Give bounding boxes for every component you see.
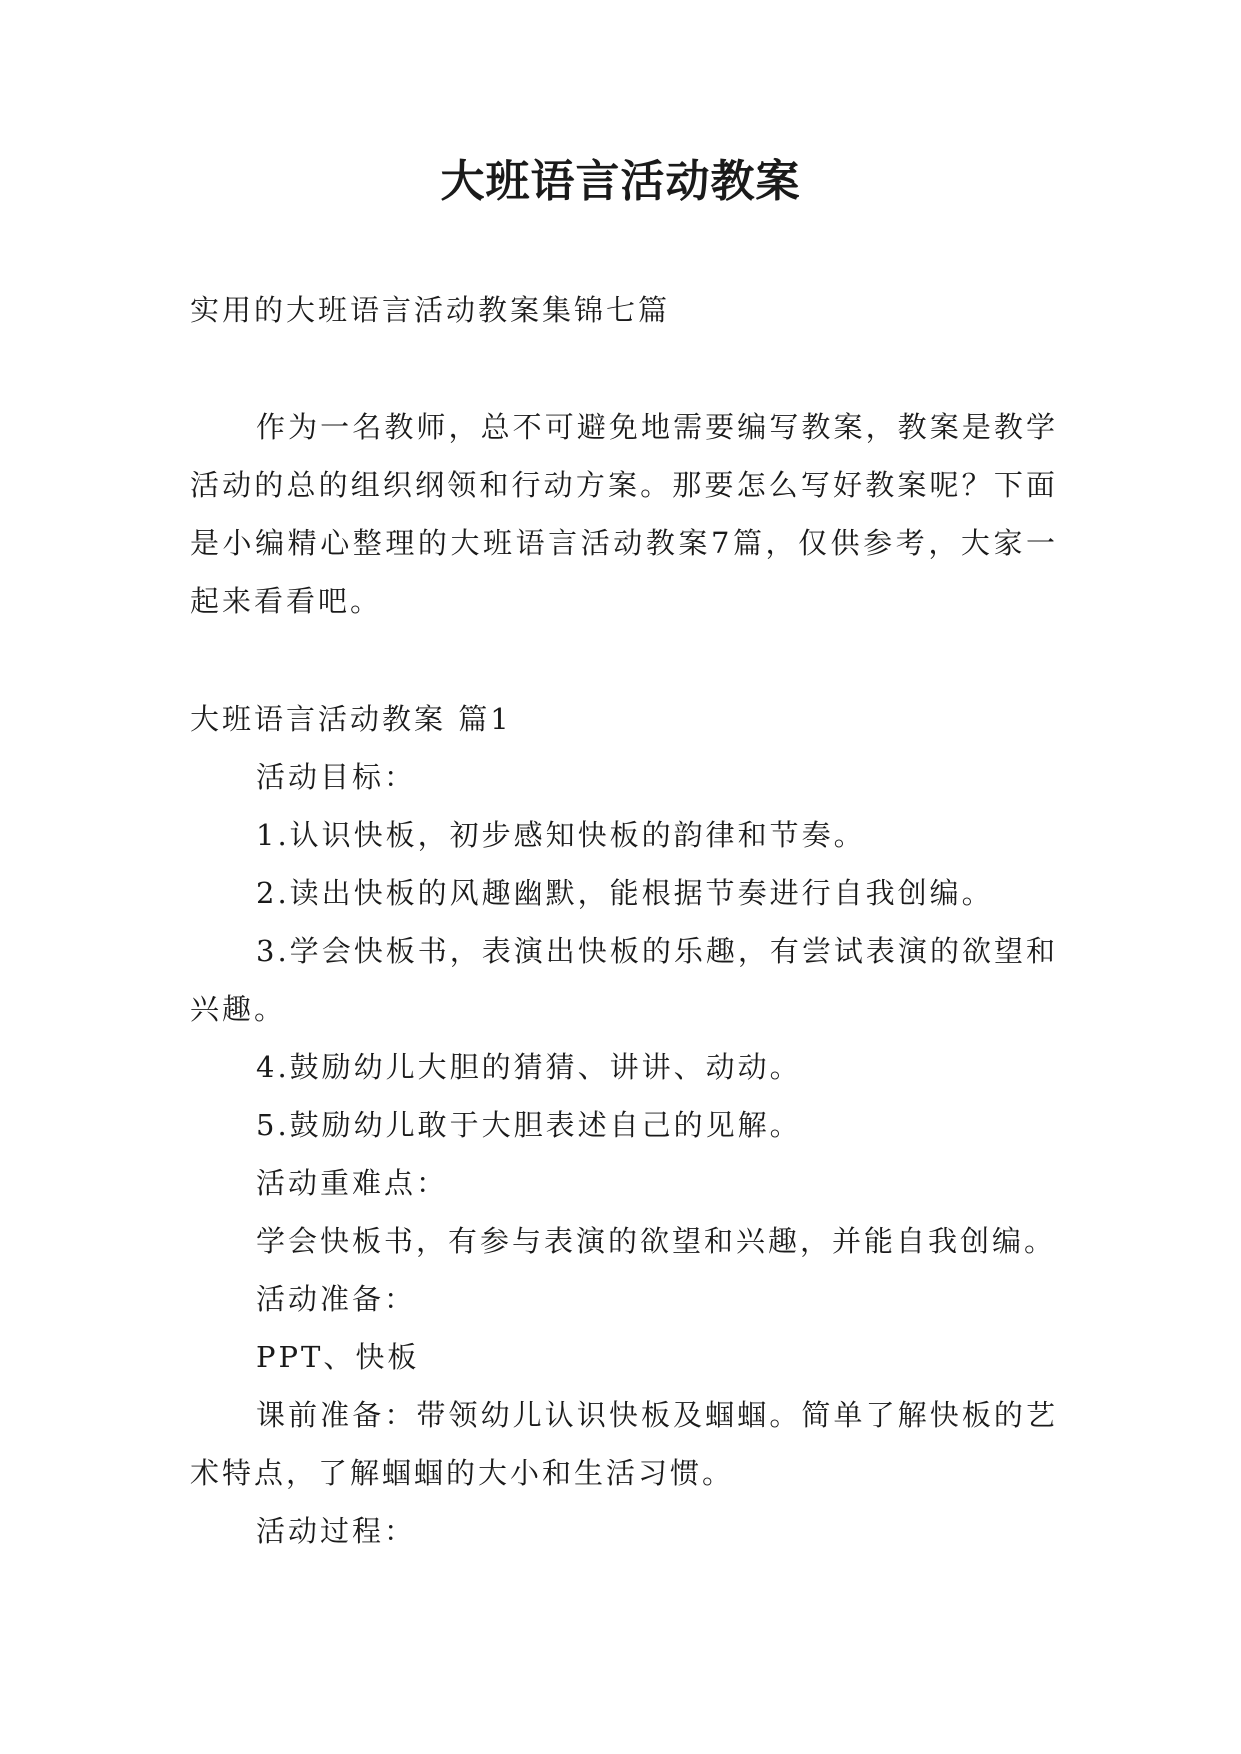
preparation-label: 活动准备：	[256, 1282, 417, 1316]
intro-paragraph: 作为一名教师，总不可避免地需要编写教案，教案是教学活动的总的组织纲领和行动方案。那要怎么写好教案呢？下面是小编精心整理的大班语言活动教案7篇，仅供参考，大家一起来看看吧。	[190, 410, 1058, 618]
section-heading: 大班语言活动教案 篇1	[190, 702, 512, 736]
goal-item-1: 1.认识快板，初步感知快板的韵律和节奏。	[256, 818, 866, 852]
preclass-preparation-text: 课前准备：带领幼儿认识快板及蝈蝈。简单了解快板的艺术特点，了解蝈蝈的大小和生活习惯。	[190, 1398, 1058, 1490]
section-1	[190, 690, 1058, 1560]
document-subtitle: 实用的大班语言活动教案集锦七篇	[190, 293, 671, 327]
process-label: 活动过程：	[256, 1514, 417, 1548]
goal-label: 活动目标：	[256, 760, 417, 794]
document-title: 大班语言活动教案	[440, 156, 801, 207]
key-points-label: 活动重难点：	[256, 1166, 449, 1200]
goal-item-3: 3.学会快板书，表演出快板的乐趣，有尝试表演的欲望和兴趣。	[190, 934, 1058, 1026]
goal-item-2: 2.读出快板的风趣幽默，能根据节奏进行自我创编。	[256, 876, 994, 910]
preparation-text: PPT、快板	[256, 1340, 420, 1374]
goal-item-5: 5.鼓励幼儿敢于大胆表述自己的见解。	[256, 1108, 802, 1142]
key-points-text: 学会快板书，有参与表演的欲望和兴趣，并能自我创编。	[256, 1224, 1057, 1258]
goal-item-4: 4.鼓励幼儿大胆的猜猜、讲讲、动动。	[256, 1050, 802, 1084]
